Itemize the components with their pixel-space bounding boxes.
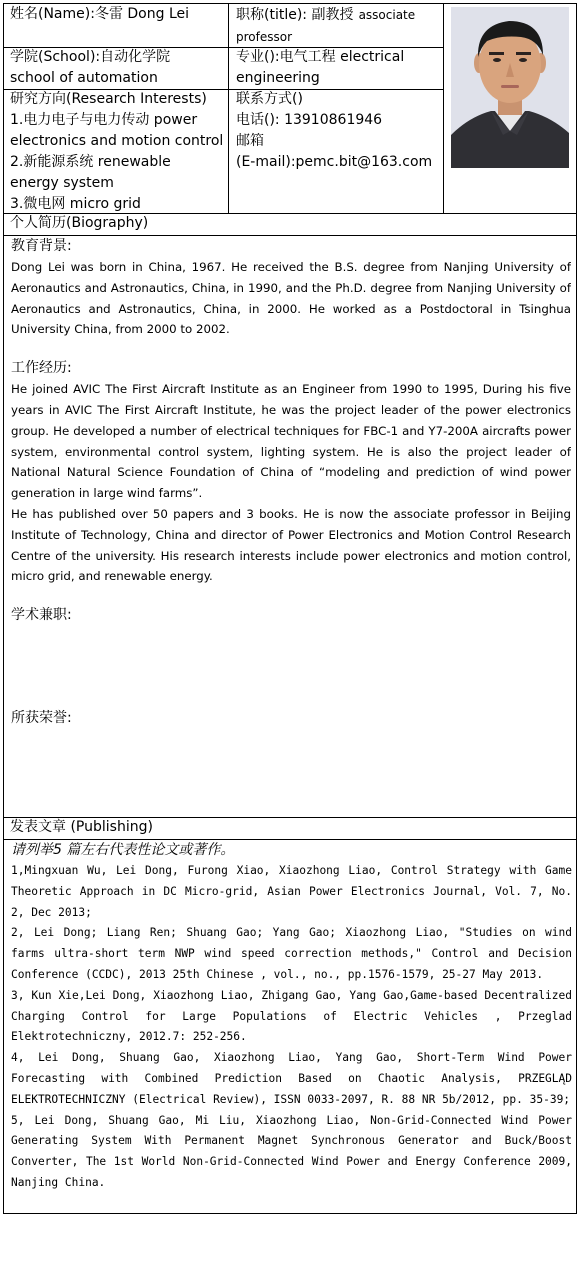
research-cell <box>10 89 226 213</box>
title-label: 职称(title): 副教授 <box>236 7 354 23</box>
publishing-heading-cell <box>10 817 570 839</box>
publication-item: 3, Kun Xie,Lei Dong, Xiaozhong Liao, Zhigang Gao, Yang Gao,Game-based Decentralized Charging Control for Large Populations of Electric Vehicles , Przeglad Elektrotechniczny, 2012.7: 252-256. <box>11 988 572 1044</box>
column-divider <box>443 4 444 213</box>
mailbox-label: 邮箱 <box>236 133 264 149</box>
publication-item: 4, Lei Dong, Shuang Gao, Xiaozhong Liao, Yang Gao, Short-Term Wind Power Forecasting with Combined Prediction Based on Chaotic Analysis, PRZEGLĄD ELEKTROTECHNICZNY (Electrical Review), ISSN 0033-2097, R. 88 NR 5b/2012, pp. 35-39; <box>11 1051 572 1106</box>
publication-item: 5, Lei Dong, Shuang Gao, Mi Liu, Xiaozhong Liao, Non-Grid-Connected Wind Power Generating System With Permanent Magnet Synchronous Generator and Buck/Boost Converter, The 1st World Non-Grid-Connected Wind Power and Energy Conference 2009, Nanjing China. <box>11 1113 572 1189</box>
publishing-heading: 发表文章 (Publishing) <box>10 819 153 835</box>
contact-cell <box>236 89 442 213</box>
title-cell <box>236 4 442 47</box>
work-text: He joined AVIC The First Aircraft Institute as an Engineer from 1990 to 1995, During his five years in AVIC The First Aircraft Institute, he was the project leader of the power electronics group. He developed a number of electrical techniques for FBC-1 and Y7-200A aircrafts power system, environmental control system, lighting system. He is also the project leader of National Natural Science Foundation of China of “modeling and prediction of wind power generation in large wind farms”. <box>11 382 571 501</box>
major-line: engineering <box>236 70 320 86</box>
profile-form <box>3 3 577 1214</box>
publishing-instruction: 请列举5 篇左右代表性论文或著作。 <box>11 842 235 858</box>
work-text: He has published over 50 papers and 3 books. He is now the associate professor in Beijing Institute of Technology, China and director of Power Electronics and Motion Control Research Centre of the university. His research interests include power electronics and motion control, micro grid, and renewable energy. <box>11 506 571 584</box>
research-heading: 研究方向(Research Interests) <box>10 91 207 107</box>
school-line: school of automation <box>10 70 158 86</box>
research-item: 1.电力电子与电力传动 power <box>10 112 198 128</box>
biography-heading: 个人简历(Biography) <box>10 215 149 231</box>
academic-heading: 学术兼职: <box>11 607 72 624</box>
education-text: Dong Lei was born in China, 1967. He received the B.S. degree from Nanjing University of Aeronautics and Astronautics, China, in 1990, and the Ph.D. degree from Nanjing University of Aeronautics and Astronautics, China, in 2000. He worked as a Postdoctoral in Tsinghua University China, from 2000 to 2002. <box>11 260 571 337</box>
school-cell <box>10 47 226 89</box>
education-heading: 教育背景: <box>11 238 72 254</box>
publication-item: 1,Mingxuan Wu, Lei Dong, Furong Xiao, Xiaozhong Liao, Control Strategy with Game Theoretic Approach in DC Micro-grid, Asian Power Electronics Journal, Vol. 7, No. 2, Dec 2013; <box>11 864 572 919</box>
major-line: 专业():电气工程 electrical <box>236 49 405 65</box>
column-divider <box>228 4 229 213</box>
email-address: (E-mail):pemc.bit@163.com <box>236 154 433 170</box>
honors-heading: 所获荣誉: <box>11 710 72 727</box>
biography-body <box>11 236 571 816</box>
research-item: energy system <box>10 175 114 191</box>
publishing-body <box>11 840 572 1210</box>
title-value: associate professor <box>236 8 416 44</box>
contact-heading: 联系方式() <box>236 91 303 107</box>
work-heading: 工作经历: <box>11 360 72 377</box>
research-item: electronics and motion control <box>10 133 224 149</box>
portrait-photo <box>451 7 569 168</box>
publication-item: 2, Lei Dong; Liang Ren; Shuang Gao; Yang Gao; Xiaozhong Liao, "Studies on wind farms ultra-short term NWP wind speed correction methods," Control and Decision Conference (CCDC), 2013 25th Chinese , vol., no., pp.1576-1579, 25-27 May 2013. <box>11 926 572 981</box>
research-item: 3.微电网 micro grid <box>10 196 141 212</box>
name-cell <box>10 4 226 47</box>
portrait-illustration <box>451 7 569 168</box>
name-label: 姓名(Name):冬雷 Dong Lei <box>10 6 190 22</box>
school-line: 学院(School):自动化学院 <box>10 49 171 65</box>
major-cell <box>236 47 442 89</box>
phone-number: 电话(): 13910861946 <box>236 112 383 128</box>
research-item: 2.新能源系统 renewable <box>10 154 171 170</box>
biography-heading-cell <box>10 213 570 235</box>
